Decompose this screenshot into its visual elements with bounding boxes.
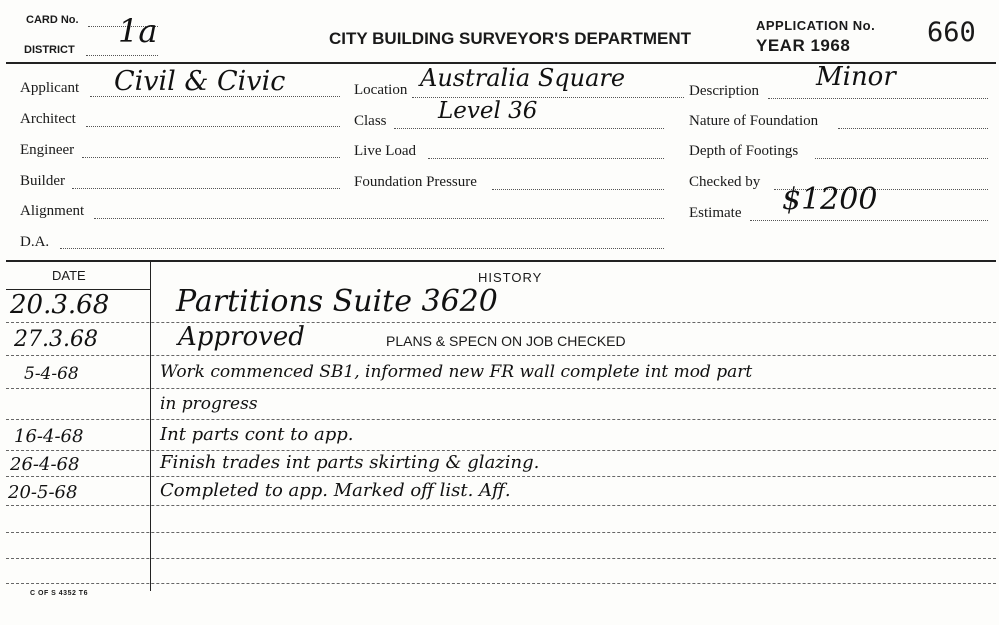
history-header: HISTORY — [478, 270, 543, 285]
depth-of-footings-line — [815, 158, 988, 159]
history-text: Work commenced SB1, informed new FR wall complete int mod part — [160, 362, 753, 382]
department-title: CITY BUILDING SURVEYOR'S DEPARTMENT — [329, 29, 692, 48]
card-no-label: CARD No. — [26, 14, 79, 26]
history-text: Partitions Suite 3620 — [176, 284, 498, 319]
location-value: Australia Square — [420, 64, 626, 92]
depth-of-footings-label: Depth of Footings — [689, 143, 799, 159]
district-line — [86, 55, 158, 56]
foundation-pressure-label: Foundation Pressure — [354, 174, 477, 190]
architect-line — [86, 126, 340, 127]
location-label: Location — [354, 82, 408, 98]
card-no-value: 1a — [118, 12, 158, 50]
builder-line — [72, 188, 340, 189]
history-date: 27.3.68 — [14, 327, 98, 352]
estimate-label: Estimate — [689, 205, 742, 221]
history-text: in progress — [160, 394, 258, 414]
nature-of-foundation-line — [838, 128, 988, 129]
live-load-line — [428, 158, 664, 159]
alignment-line — [94, 218, 664, 219]
description-line — [768, 98, 988, 99]
description-label: Description — [689, 83, 759, 99]
class-value: Level 36 — [438, 98, 538, 124]
da-label: D.A. — [20, 234, 50, 250]
history-text: Finish trades int parts skirting & glazing. — [160, 452, 540, 473]
nature-of-foundation-label: Nature of Foundation — [689, 113, 819, 129]
application-number: 660 — [927, 17, 976, 48]
description-value: Minor — [816, 62, 896, 92]
history-date: 20-5-68 — [8, 482, 78, 503]
da-line — [60, 248, 664, 249]
class-label: Class — [354, 113, 387, 129]
applicant-value: Civil & Civic — [114, 66, 286, 97]
engineer-line — [82, 157, 340, 158]
history-top-border — [6, 260, 996, 262]
history-rule — [6, 583, 996, 584]
history-text: Approved — [178, 322, 305, 352]
estimate-value: $1200 — [782, 182, 878, 217]
history-rule — [6, 476, 996, 477]
history-date: 20.3.68 — [10, 290, 110, 320]
history-date: 16-4-68 — [14, 426, 84, 447]
history-rule — [6, 505, 996, 506]
history-rule — [6, 388, 996, 389]
engineer-label: Engineer — [20, 142, 75, 158]
approval-stamp: PLANS & SPECN ON JOB CHECKED — [386, 333, 626, 349]
application-label: APPLICATION No. — [756, 18, 876, 33]
date-column-divider — [150, 261, 151, 591]
architect-label: Architect — [20, 111, 76, 127]
estimate-line — [750, 220, 988, 221]
history-rule — [6, 355, 996, 356]
history-date: 26-4-68 — [10, 454, 80, 475]
builder-label: Builder — [20, 173, 65, 189]
history-text: Int parts cont to app. — [160, 424, 354, 445]
year-label: YEAR 1968 — [756, 36, 851, 55]
history-rule — [6, 532, 996, 533]
history-rule — [6, 558, 996, 559]
form-code: C OF S 4352 T6 — [30, 590, 88, 597]
applicant-label: Applicant — [20, 80, 80, 96]
alignment-label: Alignment — [20, 203, 85, 219]
history-rule — [6, 322, 996, 323]
foundation-pressure-line — [492, 189, 664, 190]
history-rule — [6, 419, 996, 420]
checked-by-label: Checked by — [689, 174, 761, 190]
live-load-label: Live Load — [354, 143, 417, 159]
history-date: 5-4-68 — [24, 364, 79, 384]
history-text: Completed to app. Marked off list. Aff. — [160, 480, 511, 501]
date-header: DATE — [52, 268, 86, 283]
district-label: DISTRICT — [24, 44, 75, 56]
class-line — [394, 128, 664, 129]
history-rule — [6, 450, 996, 451]
